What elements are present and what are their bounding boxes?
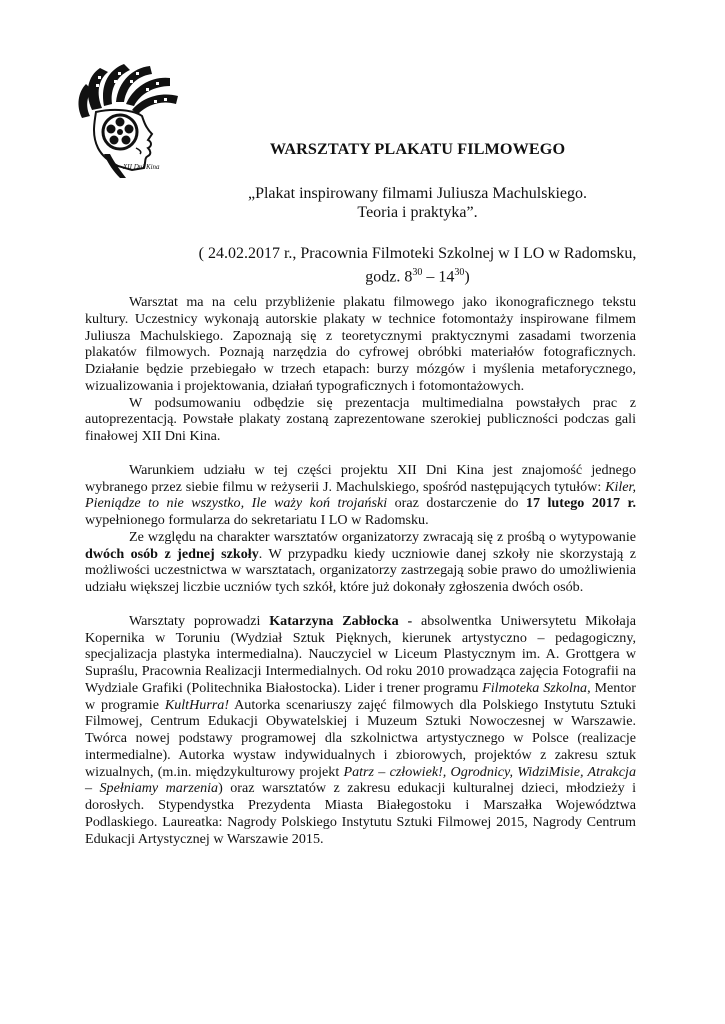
participants-per-school: dwóch osób z jednej szkoły	[85, 545, 259, 562]
subtitle	[0, 184, 725, 222]
paragraph-goal: Warsztat ma na celu przybliżenie plakatu filmowego jako ikonograficznego tekstu kultury. Uczestnicy wykonają autorskie plakaty w technice fotomontaży inspirowane filmem Juliusza Machulskiego. Zapoznają się z teoretycznymi praktycznymi zasadami tworzenia plakatów filmowych. Poznają narzędzia do cyfrowej obróbki materiałów fotograficznych. Działanie będzie przebiegało w trzech etapach: burzy mózgów i myślenia metaforycznego, wizualizowania i projektowania, działań typograficznych i fotomontażowych.	[85, 294, 636, 394]
paragraph-summary: W podsumowaniu odbędzie się prezentacja multimedialna powstałych prac z autoprezentacją. Powstałe plakaty zostaną zaprezentowane szerokiej publiczności podczas gali finałowej XII Dni Kina.	[85, 394, 636, 444]
document-body	[85, 294, 636, 847]
logo-caption: XII Dni Kina	[123, 163, 160, 171]
project-titles: Patrz – człowiek!, Ogrodnicy, WidziMisie, Atrakcja – Spełniamy marzenia	[85, 763, 636, 797]
page-title: WARSZTATY PLAKATU FILMOWEGO	[269, 140, 566, 158]
paragraph-conditions: Warunkiem udziału w tej części projektu XII Dni Kina jest znajomość jednego wybranego przez siebie filmu w reżyserii J. Machulskiego, spośród następujących tytułów: Kiler, Pieniądze to nie wszystko, Ile waży koń trojański oraz dostarczenie do 17 lutego 2017 r. wypełnionego formularza do sekretariatu I LO w Radomsku.	[85, 461, 636, 528]
subtitle-line-2: Teoria i praktyka”.	[357, 204, 478, 221]
paragraph-participants: Ze względu na charakter warsztatów organizatorzy zwracają się z prośbą o wytypowanie dwóch osób z jednej szkoły. W przypadku kiedy uczniowie danej szkoły nie skorzystają z możliwości uczestnictwa w warsztatach, organizatorzy zastrzegają sobie prawo do umożliwienia udziału większej liczbie uczniów tych szkół, które już dokonały zgłoszenia dwóch osób.	[85, 528, 637, 595]
instructor-name: Katarzyna Zabłocka -	[269, 612, 413, 629]
film-titles: Kiler, Pieniądze to nie wszystko, Ile waży koń trojański	[85, 478, 636, 512]
deadline: 17 lutego 2017 r.	[525, 495, 636, 512]
event-date-place: ( 24.02.2017 r., Pracownia Filmoteki Szkolnej w I LO w Radomsku,	[198, 245, 637, 262]
event-time: godz. $8^{30} - 14^{30}$)	[365, 267, 470, 286]
subtitle-line-1: „Plakat inspirowany filmami Juliusza Machulskiego.	[247, 185, 588, 202]
paragraph-instructor: Warsztaty poprowadzi Katarzyna Zabłocka - absolwentka Uniwersytetu Mikołaja Kopernika w Toruniu (Wydział Sztuk Pięknych, kierunek artystyczno – pedagogiczny, specjalizacja plastyka intermedialna). Nauczyciel w Liceum Plastycznym im. A. Grottgera w Supraślu, Pracownia Realizacji Intermedialnych. Od roku 2010 prowadząca zajęcia Fotografii na Wydziale Grafiki (Politechnika Białostocka). Lider i trener programu Filmoteka Szkolna, Mentor w programie KultHurra! Autorka scenariuszy zajęć filmowych dla Polskiego Instytutu Sztuki Filmowej, Centrum Edukacji Obywatelskiej i Muzeum Sztuki Nowoczesnej w Warszawie. Twórca nowej podstawy programowej dla szkolnictwa artystycznego w Polsce (realizacje intermedialne). Autorka wystaw indywidualnych i zbiorowych, projektów z zakresu sztuk wizualnych, (m.in. międzykulturowy projekt Patrz – człowiek!, Ogrodnicy, WidziMisie, Atrakcja – Spełniamy marzenia) oraz warsztatów z zakresu edukacji kulturalnej dzieci, młodzieży i dorosłych. Stypendystka Prezydenta Miasta Białegostoku i Marszałka Województwa Podlaskiego. Laureatka: Nagrody Polskiego Instytutu Sztuki Filmowej 2015, Nagrody Centrum Edukacji Artystycznej w Warszawie 2015.	[85, 612, 636, 847]
event-details	[0, 244, 725, 286]
